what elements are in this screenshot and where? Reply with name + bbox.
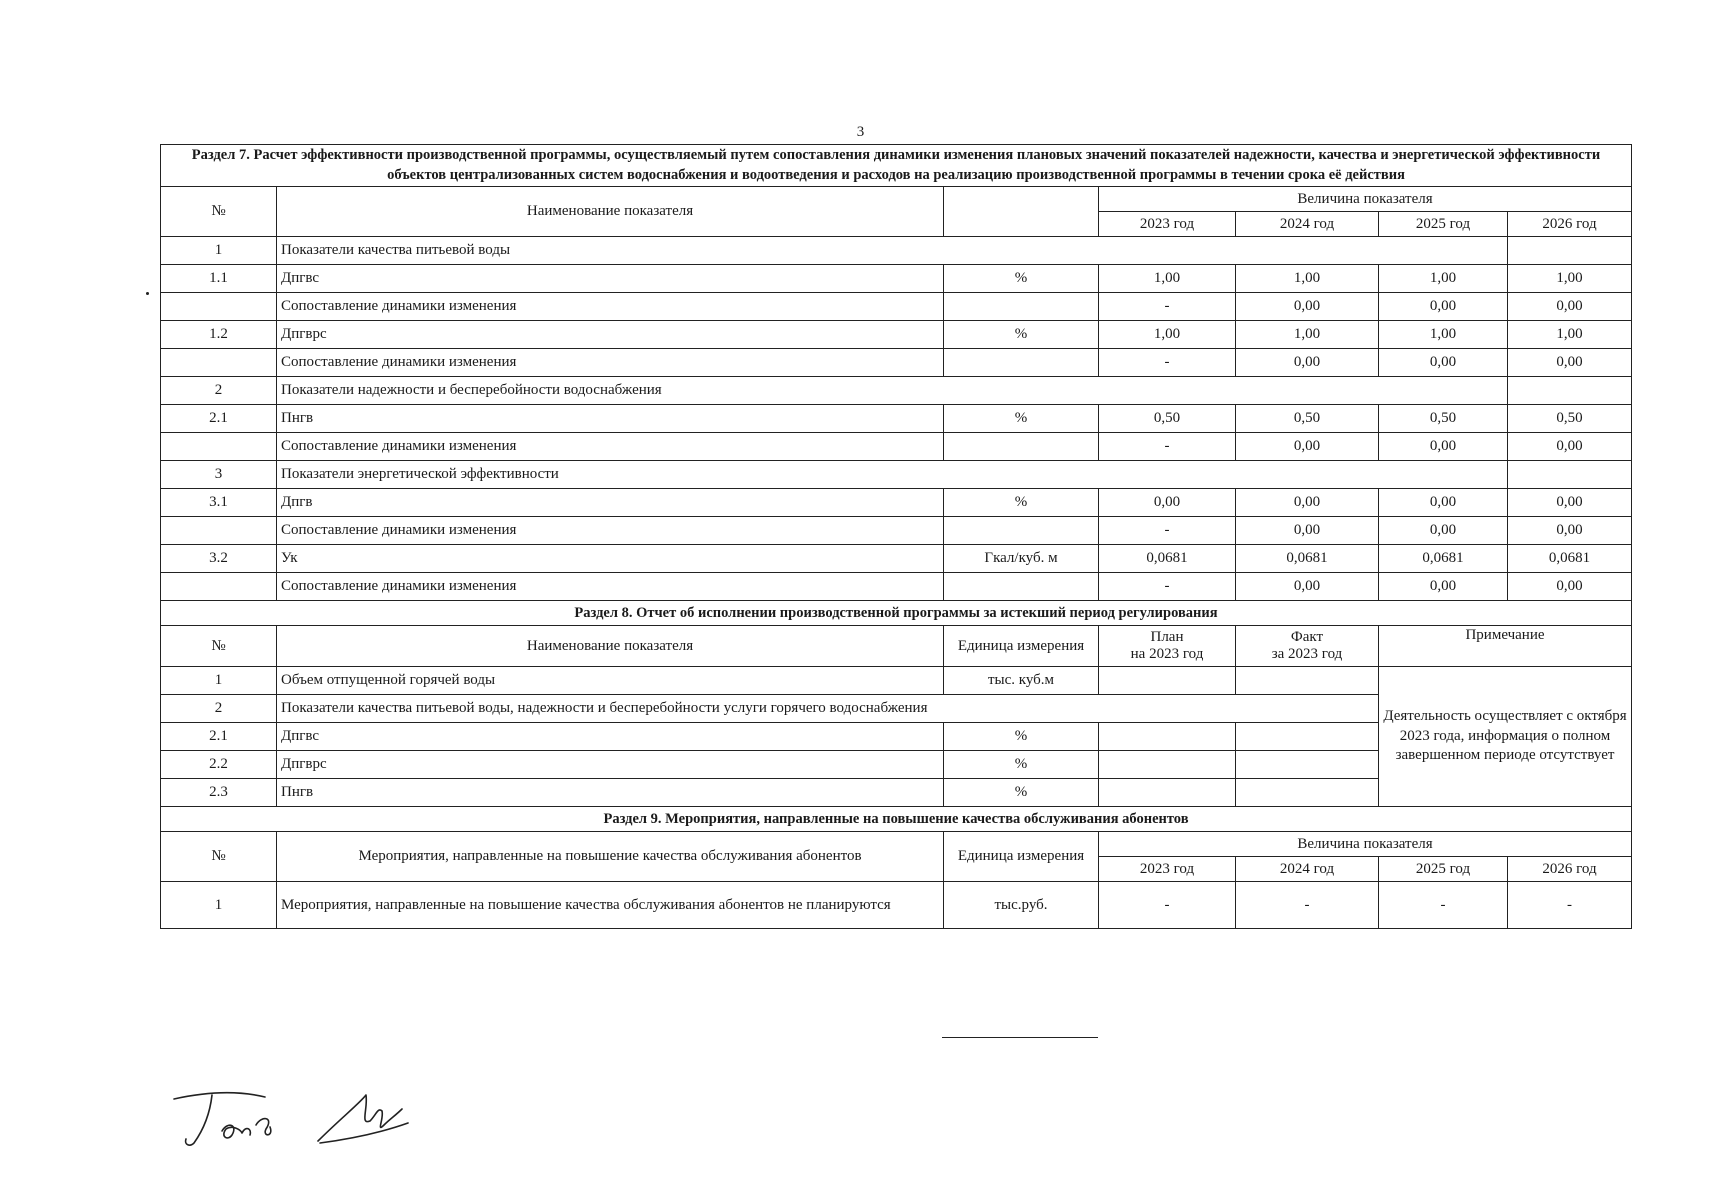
table-row [161, 461, 1632, 489]
unit-cell: % [944, 489, 1099, 517]
unit-cell: % [944, 779, 1099, 807]
empty-cell [1508, 237, 1632, 265]
indicator-name: Объем отпущенной горячей воды [277, 667, 944, 695]
row-number [161, 349, 277, 377]
plan-cell [1099, 751, 1236, 779]
indicator-name: Сопоставление динамики изменения [277, 517, 944, 545]
value-cell: 0,00 [1508, 433, 1632, 461]
value-cell: 0,50 [1379, 405, 1508, 433]
row-number: 2.1 [161, 723, 277, 751]
value-cell: 0,00 [1508, 573, 1632, 601]
value-cell: 1,00 [1099, 265, 1236, 293]
col-unit-header-empty [944, 187, 1099, 237]
value-cell: 0,0681 [1236, 545, 1379, 573]
value-cell: 0,00 [1379, 573, 1508, 601]
indicator-name: Ук [277, 545, 944, 573]
section7-title: Раздел 7. Расчет эффективности производственной программы, осуществляемый путем сопоставления динамики изменения плановых значений показателей надежности, качества и энергетической эффективности объектов централизованных систем водоснабжения и водоотведения и расходов на реализацию производственной программы в течении срока её действия [161, 145, 1632, 187]
row-number: 1 [161, 237, 277, 265]
fact-cell [1236, 667, 1379, 695]
unit-cell [944, 433, 1099, 461]
row-number: 2.3 [161, 779, 277, 807]
value-cell: - [1099, 882, 1236, 929]
col-no-header: № [161, 187, 277, 237]
unit-cell: % [944, 723, 1099, 751]
value-cell: - [1099, 293, 1236, 321]
table-row [161, 433, 1632, 461]
value-cell: 1,00 [1508, 265, 1632, 293]
fact-cell [1236, 723, 1379, 751]
row-number: 2.2 [161, 751, 277, 779]
value-cell: - [1099, 517, 1236, 545]
value-cell: - [1508, 882, 1632, 929]
unit-cell: % [944, 321, 1099, 349]
indicator-name: Дпгврс [277, 321, 944, 349]
value-cell: 0,00 [1236, 489, 1379, 517]
value-cell: - [1099, 433, 1236, 461]
row-number: 2 [161, 377, 277, 405]
row-number: 2.1 [161, 405, 277, 433]
section8-title: Раздел 8. Отчет об исполнении производственной программы за истекший период регулирования [161, 601, 1632, 626]
table-row [161, 667, 1632, 695]
page-number: 3 [856, 124, 865, 140]
table-row [161, 489, 1632, 517]
value-cell: 0,0681 [1508, 545, 1632, 573]
col-name-header: Наименование показателя [277, 626, 944, 667]
col-name-header: Мероприятия, направленные на повышение качества обслуживания абонентов [277, 832, 944, 882]
year-header: 2023 год [1099, 212, 1236, 237]
value-cell: 0,00 [1508, 489, 1632, 517]
row-number: 1 [161, 667, 277, 695]
indicator-name: Сопоставление динамики изменения [277, 293, 944, 321]
indicator-name: Дпгв [277, 489, 944, 517]
row-number [161, 293, 277, 321]
unit-cell: % [944, 751, 1099, 779]
row-number: 3.1 [161, 489, 277, 517]
group-name: Показатели энергетической эффективности [277, 461, 1508, 489]
value-cell: 0,00 [1379, 489, 1508, 517]
value-cell: 0,00 [1236, 573, 1379, 601]
year-header: 2024 год [1236, 212, 1379, 237]
value-cell: 0,00 [1236, 517, 1379, 545]
note-text: Деятельность осуществляет с октября 2023 года, информация о полном завершенном периоде отсутствует [1379, 667, 1632, 807]
scan-dot [146, 292, 149, 295]
unit-cell: тыс. куб.м [944, 667, 1099, 695]
group-name: Показатели качества питьевой воды [277, 237, 1508, 265]
indicator-name: Пнгв [277, 405, 944, 433]
year-header: 2025 год [1379, 857, 1508, 882]
plan-cell [1099, 667, 1236, 695]
year-header: 2024 год [1236, 857, 1379, 882]
value-cell: 0,00 [1379, 293, 1508, 321]
col-no-header: № [161, 832, 277, 882]
table-row [161, 405, 1632, 433]
table-row [161, 349, 1632, 377]
table-row [161, 321, 1632, 349]
value-cell: 1,00 [1508, 321, 1632, 349]
row-number: 1.1 [161, 265, 277, 293]
value-cell: 0,00 [1099, 489, 1236, 517]
table-row [161, 882, 1632, 929]
value-cell: - [1236, 882, 1379, 929]
col-value-header: Величина показателя [1099, 187, 1632, 212]
table-row [161, 377, 1632, 405]
value-cell: 0,00 [1508, 517, 1632, 545]
col-value-header: Величина показателя [1099, 832, 1632, 857]
value-cell: 0,00 [1508, 293, 1632, 321]
value-cell: - [1099, 349, 1236, 377]
value-cell: - [1379, 882, 1508, 929]
table-row [161, 545, 1632, 573]
value-cell: 1,00 [1379, 265, 1508, 293]
value-cell: - [1099, 573, 1236, 601]
value-cell: 0,0681 [1099, 545, 1236, 573]
year-header: 2023 год [1099, 857, 1236, 882]
indicator-name: Дпгвс [277, 265, 944, 293]
value-cell: 0,50 [1236, 405, 1379, 433]
col-fact-header: Факт за 2023 год [1236, 626, 1379, 667]
row-number [161, 517, 277, 545]
indicator-name: Дпгврс [277, 751, 944, 779]
year-header: 2026 год [1508, 857, 1632, 882]
value-cell: 0,00 [1236, 293, 1379, 321]
group-name: Показатели качества питьевой воды, надежности и бесперебойности услуги горячего водоснабжения [277, 695, 1379, 723]
document-table-frame [160, 144, 1631, 929]
closing-rule [942, 1037, 1098, 1038]
value-cell: 1,00 [1379, 321, 1508, 349]
row-number: 1.2 [161, 321, 277, 349]
value-cell: 1,00 [1236, 265, 1379, 293]
col-note-header: Примечание [1379, 626, 1632, 667]
report-table [160, 144, 1632, 929]
row-number [161, 573, 277, 601]
handwritten-signature [170, 1085, 430, 1160]
unit-cell [944, 573, 1099, 601]
row-number: 3.2 [161, 545, 277, 573]
table-row [161, 237, 1632, 265]
value-cell: 0,00 [1508, 349, 1632, 377]
row-number: 2 [161, 695, 277, 723]
table-row [161, 573, 1632, 601]
plan-cell [1099, 779, 1236, 807]
indicator-name: Мероприятия, направленные на повышение качества обслуживания абонентов не планируются [277, 882, 944, 929]
table-row [161, 293, 1632, 321]
value-cell: 1,00 [1236, 321, 1379, 349]
col-plan-header: План на 2023 год [1099, 626, 1236, 667]
col-unit-header: Единица измерения [944, 626, 1099, 667]
table-row [161, 517, 1632, 545]
value-cell: 0,00 [1236, 433, 1379, 461]
unit-cell: тыс.руб. [944, 882, 1099, 929]
value-cell: 0,00 [1379, 349, 1508, 377]
value-cell: 0,50 [1099, 405, 1236, 433]
row-number: 1 [161, 882, 277, 929]
plan-cell [1099, 723, 1236, 751]
year-header: 2025 год [1379, 212, 1508, 237]
col-no-header: № [161, 626, 277, 667]
indicator-name: Сопоставление динамики изменения [277, 349, 944, 377]
unit-cell: % [944, 265, 1099, 293]
row-number: 3 [161, 461, 277, 489]
row-number [161, 433, 277, 461]
group-name: Показатели надежности и бесперебойности водоснабжения [277, 377, 1508, 405]
value-cell: 0,0681 [1379, 545, 1508, 573]
value-cell: 0,00 [1379, 517, 1508, 545]
empty-cell [1508, 461, 1632, 489]
section9-title: Раздел 9. Мероприятия, направленные на повышение качества обслуживания абонентов [161, 807, 1632, 832]
fact-cell [1236, 751, 1379, 779]
indicator-name: Сопоставление динамики изменения [277, 433, 944, 461]
col-unit-header: Единица измерения [944, 832, 1099, 882]
unit-cell [944, 293, 1099, 321]
table-row [161, 265, 1632, 293]
unit-cell: % [944, 405, 1099, 433]
unit-cell [944, 349, 1099, 377]
indicator-name: Сопоставление динамики изменения [277, 573, 944, 601]
value-cell: 0,50 [1508, 405, 1632, 433]
col-name-header: Наименование показателя [277, 187, 944, 237]
value-cell: 0,00 [1236, 349, 1379, 377]
year-header: 2026 год [1508, 212, 1632, 237]
value-cell: 0,00 [1379, 433, 1508, 461]
unit-cell [944, 517, 1099, 545]
unit-cell: Гкал/куб. м [944, 545, 1099, 573]
fact-cell [1236, 779, 1379, 807]
signature-icon [170, 1085, 430, 1155]
indicator-name: Дпгвс [277, 723, 944, 751]
indicator-name: Пнгв [277, 779, 944, 807]
value-cell: 1,00 [1099, 321, 1236, 349]
empty-cell [1508, 377, 1632, 405]
